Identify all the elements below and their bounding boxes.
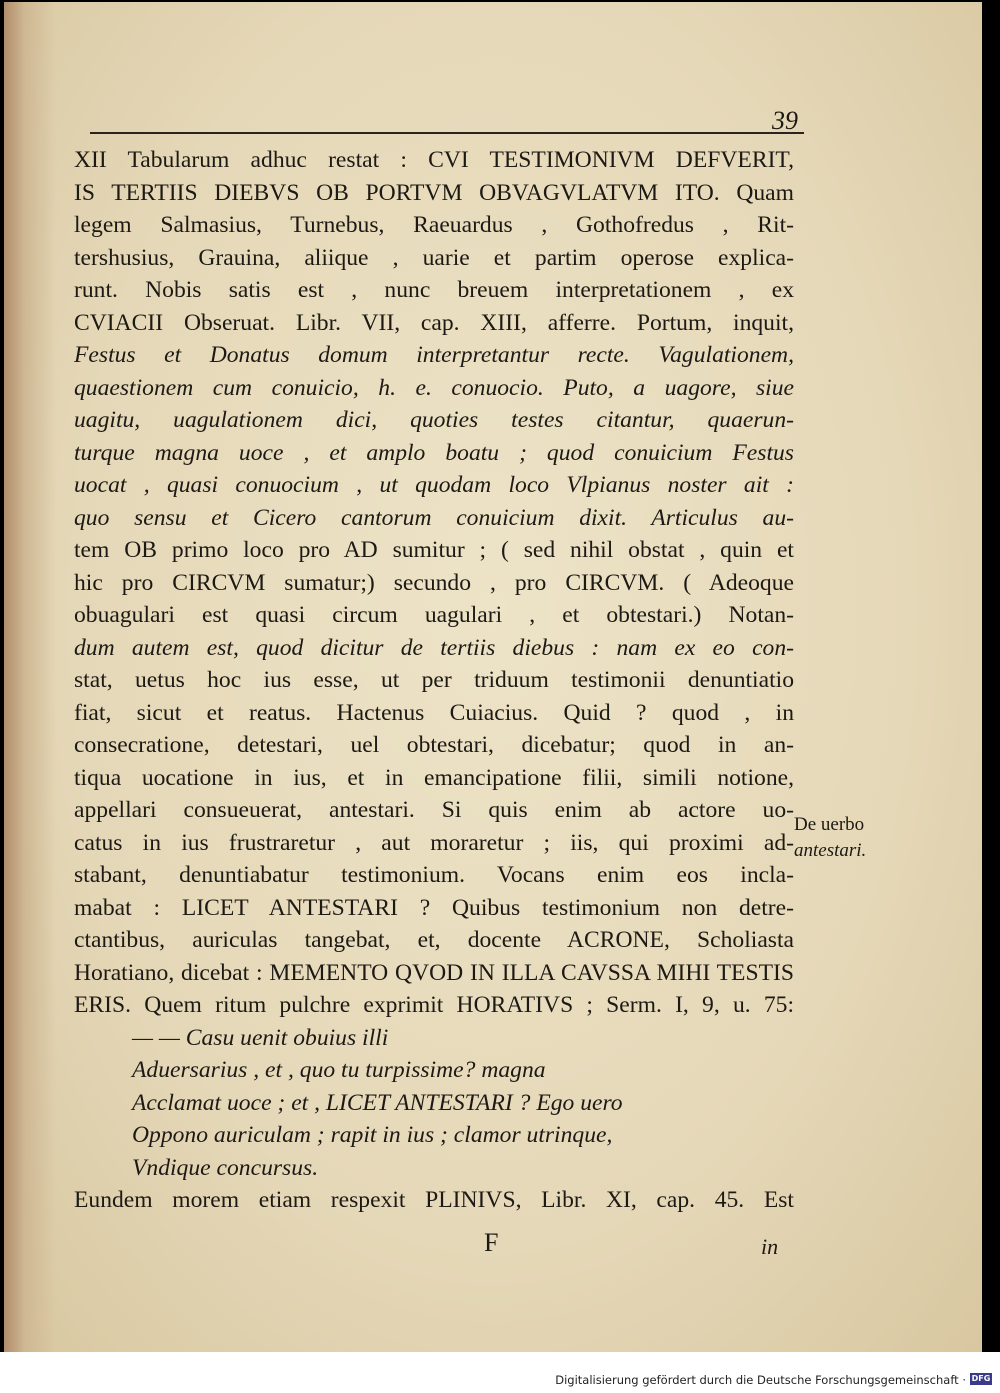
margin-note-line: De uerbo [794, 814, 865, 835]
verse-line: — — Casu uenit obuius illi [132, 1024, 389, 1051]
text-line: XII Tabularum adhuc restat : CVI TESTIMONIVM DEFVERIT, [74, 147, 794, 173]
text-line: Eundem morem etiam respexit PLINIVS, Libr. XI, cap. 45. Est [74, 1187, 794, 1213]
text-line: catus in ius frustraretur , aut moraretur ; iis, qui proximi ad- [74, 829, 794, 856]
text-line: tiqua uocatione in ius, et in emancipatione filii, simili notione, [74, 764, 794, 791]
verse-line: Acclamat uoce ; et , LICET ANTESTARI ? Ego uero [132, 1089, 623, 1116]
text-line: CVIACII Obseruat. Libr. VII, cap. XIII, afferre. Portum, inquit, [74, 309, 794, 336]
book-page [4, 2, 982, 1352]
margin-note [794, 812, 904, 864]
text-line: Festus et Donatus domum interpretantur recte. Vagulationem, [74, 342, 794, 368]
text-line: IS TERTIIS DIEBVS OB PORTVM OBVAGVLATVM ITO. Quam [74, 179, 794, 206]
catchword: in [761, 1234, 779, 1259]
text-line: ctantibus, auriculas tangebat, et, docente ACRONE, Scholiasta [74, 927, 794, 953]
text-line: stabant, denuntiabatur testimonium. Vocans enim eos incla- [74, 862, 794, 888]
text-line: Horatiano, dicebat : MEMENTO QVOD IN ILLA CAVSSA MIHI TESTIS [74, 959, 794, 986]
margin-note-line: antestari. [794, 840, 867, 861]
text-line: uocat , quasi conuocium , ut quodam loco Vlpianus noster ait : [74, 472, 794, 498]
footer-credit: Digitalisierung gefördert durch die Deutsche Forschungsgemeinschaft · [555, 1373, 966, 1387]
header-rule [90, 132, 804, 134]
text-line: hic pro CIRCVM sumatur;) secundo , pro CIRCVM. ( Adeoque [74, 569, 794, 596]
text-line: ERIS. Quem ritum pulchre exprimit HORATIVS ; Serm. I, 9, u. 75: [74, 992, 794, 1018]
main-text-block [74, 144, 794, 1217]
verse-line: Vndique concursus. [132, 1154, 319, 1181]
text-line: quo sensu et Cicero cantorum conuicium dixit. Articulus au- [74, 504, 794, 531]
page-number: 39 [772, 106, 798, 135]
text-line: appellari consueuerat, antestari. Si quis enim ab actore uo- [74, 797, 794, 823]
text-line: obuagulari est quasi circum uagulari , et obtestari.) Notan- [74, 602, 794, 628]
text-line: mabat : LICET ANTESTARI ? Quibus testimonium non detre- [74, 894, 794, 921]
dfg-logo-icon: DFG [971, 1374, 991, 1383]
text-line: fiat, sicut et reatus. Hactenus Cuiacius. Quid ? quod , in [74, 699, 794, 726]
verse-line: Oppono auriculam ; rapit in ius ; clamor utrinque, [132, 1122, 613, 1148]
text-line: stat, uetus hoc ius esse, ut per triduum testimonii denuntiatio [74, 667, 794, 693]
verse-line: Aduersarius , et , quo tu turpissime? magna [132, 1057, 546, 1083]
text-line: dum autem est, quod dicitur de tertiis diebus : nam ex eo con- [74, 634, 794, 661]
text-line: legem Salmasius, Turnebus, Raeuardus , Gothofredus , Rit- [74, 212, 794, 238]
text-line: runt. Nobis satis est , nunc breuem interpretationem , ex [74, 277, 794, 303]
text-line: quaestionem cum conuicio, h. e. conuocio. Puto, a uagore, siue [74, 374, 794, 401]
text-line: turque magna uoce , et amplo boatu ; quod conuicium Festus [74, 439, 794, 466]
text-line: tem OB primo loco pro AD sumitur ; ( sed nihil obstat , quin et [74, 537, 794, 563]
text-line: tershusius, Grauina, aliique , uarie et partim operose explica- [74, 244, 794, 271]
text-line: uagitu, uagulationem dici, quoties testes citantur, quaerun- [74, 407, 794, 433]
page-gutter-shadow [4, 2, 56, 1352]
text-line: consecratione, detestari, uel obtestari, dicebatur; quod in an- [74, 732, 794, 758]
signature-mark: F [484, 1228, 499, 1257]
